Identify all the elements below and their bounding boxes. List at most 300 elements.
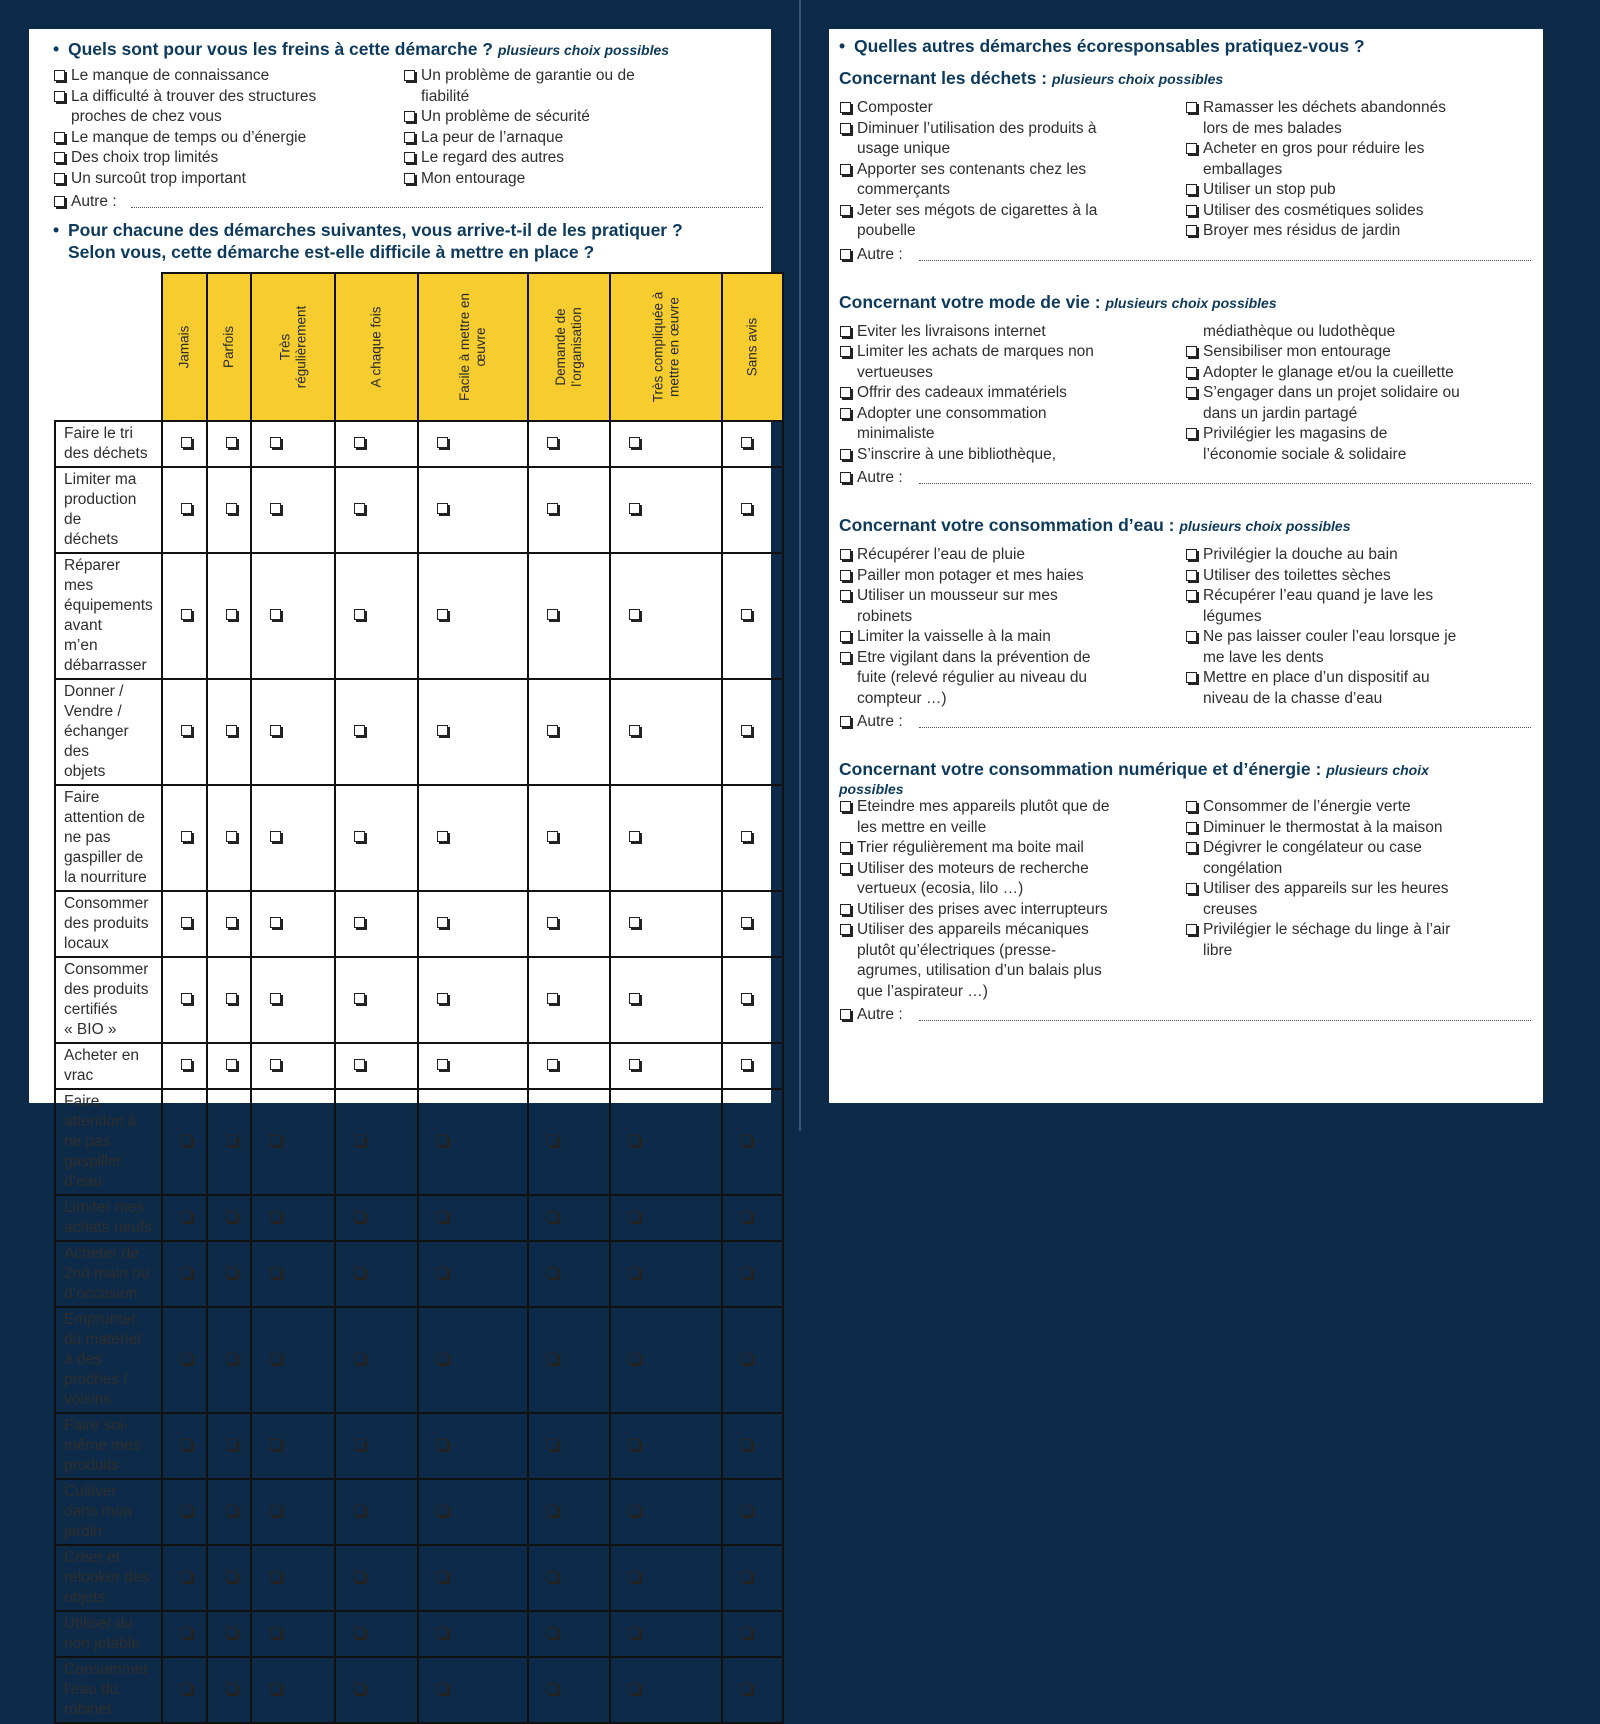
checkbox-icon[interactable] (226, 1505, 237, 1516)
checkbox-option[interactable] (839, 566, 1185, 587)
checkbox-icon[interactable] (547, 1059, 558, 1070)
checkbox-icon[interactable] (437, 1505, 448, 1516)
table-cell[interactable] (722, 467, 783, 553)
checkbox-icon[interactable] (840, 863, 851, 874)
checkbox-icon[interactable] (1186, 205, 1197, 216)
checkbox-icon[interactable] (840, 472, 851, 483)
table-cell[interactable] (162, 1479, 207, 1545)
checkbox-icon[interactable] (741, 1135, 752, 1146)
checkbox-icon[interactable] (1186, 801, 1197, 812)
checkbox-icon[interactable] (437, 831, 448, 842)
checkbox-option[interactable] (1185, 838, 1531, 879)
checkbox-icon[interactable] (741, 437, 752, 448)
frein-option[interactable] (403, 107, 743, 128)
checkbox-icon[interactable] (270, 1267, 281, 1278)
checkbox-icon[interactable] (226, 1135, 237, 1146)
table-cell[interactable] (610, 1479, 723, 1545)
table-cell[interactable] (162, 1195, 207, 1241)
table-cell[interactable] (207, 1479, 251, 1545)
table-cell[interactable] (610, 1611, 723, 1657)
checkbox-option[interactable] (1185, 818, 1531, 839)
checkbox-icon[interactable] (547, 725, 558, 736)
autre-input-line[interactable] (131, 207, 763, 208)
table-cell[interactable] (162, 1241, 207, 1307)
checkbox-option[interactable] (1185, 342, 1531, 363)
checkbox-icon[interactable] (181, 1211, 192, 1222)
table-cell[interactable] (722, 1307, 783, 1413)
checkbox-icon[interactable] (270, 1571, 281, 1582)
table-cell[interactable] (251, 1089, 336, 1195)
table-cell[interactable] (251, 1241, 336, 1307)
table-cell[interactable] (722, 1545, 783, 1611)
checkbox-icon[interactable] (270, 1211, 281, 1222)
checkbox-icon[interactable] (437, 1353, 448, 1364)
checkbox-icon[interactable] (741, 1059, 752, 1070)
table-cell[interactable] (722, 1611, 783, 1657)
table-cell[interactable] (610, 1307, 723, 1413)
checkbox-option[interactable] (839, 322, 1185, 343)
table-cell[interactable] (162, 1611, 207, 1657)
checkbox-option[interactable] (1185, 201, 1531, 222)
table-cell[interactable] (335, 891, 418, 957)
autre-option[interactable] (839, 468, 1531, 488)
table-cell[interactable] (162, 553, 207, 679)
checkbox-icon[interactable] (547, 1683, 558, 1694)
autre-option[interactable] (839, 245, 1531, 265)
autre-input-line[interactable] (919, 1020, 1531, 1021)
checkbox-option[interactable] (1185, 98, 1531, 139)
checkbox-icon[interactable] (629, 1267, 640, 1278)
checkbox-icon[interactable] (354, 1571, 365, 1582)
frein-option[interactable] (53, 148, 403, 169)
table-cell[interactable] (610, 1195, 723, 1241)
checkbox-icon[interactable] (741, 1627, 752, 1638)
checkbox-icon[interactable] (547, 1571, 558, 1582)
autre-option[interactable] (839, 712, 1531, 732)
table-cell[interactable] (251, 1413, 336, 1479)
checkbox-icon[interactable] (181, 993, 192, 1004)
checkbox-icon[interactable] (181, 503, 192, 514)
checkbox-icon[interactable] (840, 904, 851, 915)
checkbox-icon[interactable] (270, 1059, 281, 1070)
checkbox-icon[interactable] (1186, 549, 1197, 560)
table-cell[interactable] (207, 1545, 251, 1611)
table-cell[interactable] (207, 957, 251, 1043)
table-cell[interactable] (335, 1657, 418, 1723)
checkbox-icon[interactable] (437, 917, 448, 928)
checkbox-icon[interactable] (437, 1571, 448, 1582)
table-cell[interactable] (418, 1089, 528, 1195)
checkbox-icon[interactable] (629, 609, 640, 620)
checkbox-icon[interactable] (629, 993, 640, 1004)
frein-option[interactable] (53, 66, 403, 87)
table-cell[interactable] (722, 891, 783, 957)
table-cell[interactable] (418, 891, 528, 957)
checkbox-icon[interactable] (437, 437, 448, 448)
checkbox-icon[interactable] (270, 725, 281, 736)
checkbox-icon[interactable] (629, 831, 640, 842)
frein-option[interactable] (403, 128, 743, 149)
checkbox-icon[interactable] (181, 1353, 192, 1364)
checkbox-icon[interactable] (226, 1267, 237, 1278)
checkbox-icon[interactable] (404, 111, 415, 122)
checkbox-icon[interactable] (354, 1683, 365, 1694)
table-cell[interactable] (418, 421, 528, 467)
table-cell[interactable] (610, 1545, 723, 1611)
checkbox-icon[interactable] (181, 1505, 192, 1516)
table-cell[interactable] (162, 421, 207, 467)
table-cell[interactable] (528, 467, 610, 553)
checkbox-option[interactable] (839, 342, 1185, 383)
checkbox-option[interactable] (1185, 586, 1531, 627)
table-cell[interactable] (207, 553, 251, 679)
checkbox-icon[interactable] (270, 1683, 281, 1694)
checkbox-icon[interactable] (354, 1439, 365, 1450)
table-cell[interactable] (251, 957, 336, 1043)
checkbox-icon[interactable] (54, 152, 65, 163)
checkbox-option[interactable] (1185, 797, 1531, 818)
checkbox-icon[interactable] (629, 725, 640, 736)
table-cell[interactable] (251, 1195, 336, 1241)
checkbox-icon[interactable] (226, 1211, 237, 1222)
checkbox-option[interactable] (839, 797, 1185, 838)
checkbox-icon[interactable] (629, 1683, 640, 1694)
checkbox-icon[interactable] (840, 249, 851, 260)
checkbox-icon[interactable] (840, 716, 851, 727)
freins-autre[interactable]: Autre : (53, 192, 763, 212)
checkbox-icon[interactable] (840, 102, 851, 113)
checkbox-icon[interactable] (1186, 883, 1197, 894)
table-cell[interactable] (528, 679, 610, 785)
checkbox-icon[interactable] (226, 725, 237, 736)
checkbox-icon[interactable] (226, 1353, 237, 1364)
table-cell[interactable] (722, 1089, 783, 1195)
checkbox-icon[interactable] (741, 1211, 752, 1222)
checkbox-icon[interactable] (226, 1683, 237, 1694)
checkbox-icon[interactable] (547, 1211, 558, 1222)
checkbox-icon[interactable] (741, 831, 752, 842)
checkbox-option[interactable] (839, 586, 1185, 627)
checkbox-icon[interactable] (741, 1267, 752, 1278)
checkbox-icon[interactable] (404, 173, 415, 184)
table-cell[interactable] (335, 421, 418, 467)
checkbox-icon[interactable] (270, 1135, 281, 1146)
checkbox-icon[interactable] (629, 1059, 640, 1070)
table-cell[interactable] (528, 785, 610, 891)
checkbox-icon[interactable] (354, 437, 365, 448)
table-cell[interactable] (207, 421, 251, 467)
checkbox-icon[interactable] (840, 801, 851, 812)
table-cell[interactable] (610, 957, 723, 1043)
checkbox-icon[interactable] (181, 725, 192, 736)
table-cell[interactable] (528, 1657, 610, 1723)
checkbox-icon[interactable] (354, 1505, 365, 1516)
table-cell[interactable] (162, 785, 207, 891)
table-cell[interactable] (722, 553, 783, 679)
table-cell[interactable] (610, 1413, 723, 1479)
table-cell[interactable] (162, 1043, 207, 1089)
table-cell[interactable] (335, 1611, 418, 1657)
table-cell[interactable] (418, 1241, 528, 1307)
table-cell[interactable] (162, 1413, 207, 1479)
frein-option[interactable] (403, 148, 743, 169)
table-cell[interactable] (722, 679, 783, 785)
checkbox-icon[interactable] (226, 831, 237, 842)
checkbox-icon[interactable] (1186, 590, 1197, 601)
table-cell[interactable] (722, 421, 783, 467)
table-cell[interactable] (335, 1043, 418, 1089)
table-cell[interactable] (610, 467, 723, 553)
table-cell[interactable] (722, 1195, 783, 1241)
table-cell[interactable] (418, 1545, 528, 1611)
table-cell[interactable] (335, 1195, 418, 1241)
checkbox-icon[interactable] (437, 725, 448, 736)
checkbox-icon[interactable] (741, 1571, 752, 1582)
checkbox-option[interactable] (839, 445, 1185, 466)
checkbox-icon[interactable] (404, 132, 415, 143)
checkbox-icon[interactable] (547, 437, 558, 448)
checkbox-icon[interactable] (741, 993, 752, 1004)
checkbox-icon[interactable] (547, 1505, 558, 1516)
checkbox-icon[interactable] (437, 503, 448, 514)
table-cell[interactable] (418, 1307, 528, 1413)
table-cell[interactable] (251, 891, 336, 957)
checkbox-icon[interactable] (840, 164, 851, 175)
table-cell[interactable] (162, 1657, 207, 1723)
checkbox-icon[interactable] (547, 503, 558, 514)
checkbox-icon[interactable] (741, 1505, 752, 1516)
checkbox-icon[interactable] (1186, 570, 1197, 581)
checkbox-icon[interactable] (1186, 631, 1197, 642)
checkbox-icon[interactable] (181, 1683, 192, 1694)
table-cell[interactable] (610, 1043, 723, 1089)
table-cell[interactable] (418, 1043, 528, 1089)
table-cell[interactable] (528, 891, 610, 957)
checkbox-icon[interactable] (181, 1627, 192, 1638)
checkbox-icon[interactable] (741, 1439, 752, 1450)
checkbox-icon[interactable] (741, 609, 752, 620)
checkbox-icon[interactable] (840, 387, 851, 398)
checkbox-icon[interactable] (741, 1353, 752, 1364)
autre-input-line[interactable] (919, 483, 1531, 484)
table-cell[interactable] (251, 1043, 336, 1089)
table-cell[interactable] (722, 1479, 783, 1545)
table-cell[interactable] (162, 467, 207, 553)
table-cell[interactable] (722, 1413, 783, 1479)
checkbox-icon[interactable] (270, 1353, 281, 1364)
checkbox-icon[interactable] (840, 549, 851, 560)
table-cell[interactable] (610, 679, 723, 785)
checkbox-icon[interactable] (354, 725, 365, 736)
autre-option[interactable] (839, 1005, 1531, 1025)
checkbox-icon[interactable] (629, 1211, 640, 1222)
checkbox-option[interactable] (1185, 363, 1531, 384)
table-cell[interactable] (610, 891, 723, 957)
table-cell[interactable] (162, 1307, 207, 1413)
checkbox-icon[interactable] (54, 70, 65, 81)
checkbox-icon[interactable] (840, 631, 851, 642)
checkbox-icon[interactable] (54, 173, 65, 184)
table-cell[interactable] (722, 1241, 783, 1307)
table-cell[interactable] (418, 467, 528, 553)
checkbox-icon[interactable] (270, 1439, 281, 1450)
checkbox-icon[interactable] (437, 1439, 448, 1450)
checkbox-icon[interactable] (1186, 102, 1197, 113)
checkbox-icon[interactable] (547, 1439, 558, 1450)
checkbox-icon[interactable] (1186, 428, 1197, 439)
table-cell[interactable] (418, 1611, 528, 1657)
checkbox-icon[interactable] (226, 1627, 237, 1638)
table-cell[interactable] (251, 553, 336, 679)
checkbox-icon[interactable] (629, 437, 640, 448)
table-cell[interactable] (610, 1089, 723, 1195)
table-cell[interactable] (162, 891, 207, 957)
checkbox-option[interactable] (1185, 139, 1531, 180)
checkbox-icon[interactable] (354, 831, 365, 842)
checkbox-icon[interactable] (354, 1627, 365, 1638)
checkbox-option[interactable] (1185, 668, 1531, 709)
table-cell[interactable] (207, 467, 251, 553)
table-cell[interactable] (418, 553, 528, 679)
checkbox-icon[interactable] (270, 1627, 281, 1638)
checkbox-icon[interactable] (629, 503, 640, 514)
checkbox-icon[interactable] (547, 917, 558, 928)
checkbox-icon[interactable] (354, 503, 365, 514)
checkbox-icon[interactable] (437, 993, 448, 1004)
checkbox-icon[interactable] (1186, 387, 1197, 398)
checkbox-icon[interactable] (226, 917, 237, 928)
table-cell[interactable] (162, 679, 207, 785)
table-cell[interactable] (528, 1089, 610, 1195)
checkbox-option[interactable] (839, 160, 1185, 201)
checkbox-icon[interactable] (354, 1211, 365, 1222)
checkbox-icon[interactable] (226, 503, 237, 514)
table-cell[interactable] (207, 1241, 251, 1307)
checkbox-icon[interactable] (629, 1135, 640, 1146)
checkbox-option[interactable] (1185, 424, 1531, 465)
table-cell[interactable] (251, 467, 336, 553)
checkbox-icon[interactable] (181, 1439, 192, 1450)
table-cell[interactable] (335, 1479, 418, 1545)
table-cell[interactable] (207, 1657, 251, 1723)
table-cell[interactable] (162, 1545, 207, 1611)
checkbox-icon[interactable] (354, 609, 365, 620)
checkbox-icon[interactable] (840, 652, 851, 663)
frein-option[interactable] (403, 66, 743, 107)
checkbox-icon[interactable] (741, 1683, 752, 1694)
table-cell[interactable] (251, 421, 336, 467)
checkbox-icon[interactable] (354, 1135, 365, 1146)
table-cell[interactable] (335, 1545, 418, 1611)
checkbox-icon[interactable] (181, 609, 192, 620)
table-cell[interactable] (207, 679, 251, 785)
table-cell[interactable] (418, 1195, 528, 1241)
checkbox-icon[interactable] (226, 437, 237, 448)
checkbox-icon[interactable] (629, 1505, 640, 1516)
checkbox-icon[interactable] (181, 1267, 192, 1278)
checkbox-icon[interactable] (1186, 842, 1197, 853)
table-cell[interactable] (207, 1307, 251, 1413)
checkbox-icon[interactable] (840, 123, 851, 134)
table-cell[interactable] (162, 1089, 207, 1195)
table-cell[interactable] (722, 957, 783, 1043)
table-cell[interactable] (335, 957, 418, 1043)
checkbox-icon[interactable] (437, 1627, 448, 1638)
table-cell[interactable] (528, 1307, 610, 1413)
checkbox-icon[interactable] (629, 917, 640, 928)
table-cell[interactable] (610, 1241, 723, 1307)
checkbox-icon[interactable] (1186, 672, 1197, 683)
checkbox-icon[interactable] (840, 590, 851, 601)
checkbox-icon[interactable] (54, 132, 65, 143)
checkbox-icon[interactable] (547, 1353, 558, 1364)
checkbox-icon[interactable] (840, 1009, 851, 1020)
checkbox-icon[interactable] (840, 326, 851, 337)
frein-option[interactable] (53, 169, 403, 190)
checkbox-icon[interactable] (1186, 367, 1197, 378)
checkbox-icon[interactable] (54, 91, 65, 102)
checkbox-icon[interactable] (840, 346, 851, 357)
checkbox-icon[interactable] (840, 924, 851, 935)
checkbox-icon[interactable] (741, 503, 752, 514)
table-cell[interactable] (335, 679, 418, 785)
checkbox-icon[interactable] (226, 993, 237, 1004)
checkbox-icon[interactable] (354, 1267, 365, 1278)
checkbox-icon[interactable] (270, 993, 281, 1004)
checkbox-icon[interactable] (270, 1505, 281, 1516)
checkbox-option[interactable] (1185, 383, 1531, 424)
checkbox-icon[interactable] (547, 609, 558, 620)
table-cell[interactable] (418, 1657, 528, 1723)
checkbox-icon[interactable] (354, 1353, 365, 1364)
table-cell[interactable] (335, 1413, 418, 1479)
table-cell[interactable] (162, 957, 207, 1043)
table-cell[interactable] (722, 1657, 783, 1723)
checkbox-icon[interactable] (437, 1211, 448, 1222)
checkbox-icon[interactable] (437, 609, 448, 620)
table-cell[interactable] (207, 1195, 251, 1241)
autre-input-line[interactable] (919, 260, 1531, 261)
checkbox-icon[interactable] (181, 437, 192, 448)
table-cell[interactable] (528, 1479, 610, 1545)
table-cell[interactable] (528, 1413, 610, 1479)
table-cell[interactable] (251, 679, 336, 785)
checkbox-option[interactable] (839, 383, 1185, 404)
checkbox-option[interactable] (839, 838, 1185, 859)
checkbox-icon[interactable] (354, 1059, 365, 1070)
checkbox-icon[interactable] (437, 1135, 448, 1146)
checkbox-icon[interactable] (1186, 822, 1197, 833)
checkbox-option[interactable] (1185, 545, 1531, 566)
checkbox-icon[interactable] (741, 917, 752, 928)
checkbox-icon[interactable] (270, 609, 281, 620)
checkbox-option[interactable] (839, 119, 1185, 160)
table-cell[interactable] (335, 1241, 418, 1307)
checkbox-option[interactable] (839, 920, 1185, 1002)
checkbox-option[interactable] (839, 404, 1185, 445)
table-cell[interactable] (610, 785, 723, 891)
table-cell[interactable] (207, 891, 251, 957)
table-cell[interactable] (528, 1545, 610, 1611)
checkbox-icon[interactable] (547, 1627, 558, 1638)
autre-input-line[interactable] (919, 727, 1531, 728)
checkbox-option[interactable] (839, 648, 1185, 710)
checkbox-icon[interactable] (547, 1135, 558, 1146)
table-cell[interactable] (528, 1241, 610, 1307)
table-cell[interactable] (418, 1479, 528, 1545)
frein-option[interactable] (53, 128, 403, 149)
checkbox-icon[interactable] (181, 1059, 192, 1070)
